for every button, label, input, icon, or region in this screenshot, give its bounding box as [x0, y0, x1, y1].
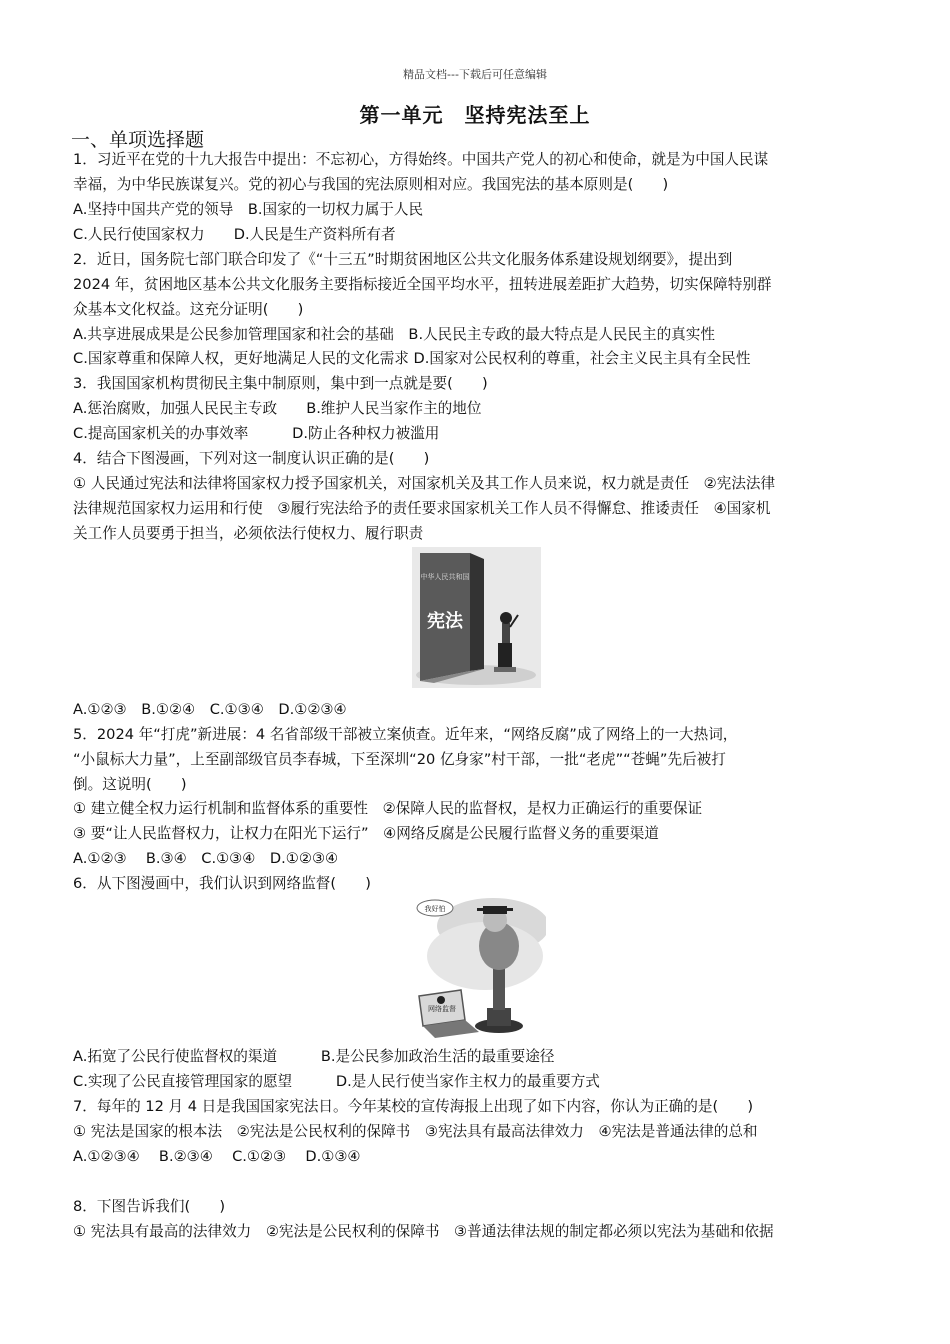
text-line: 1．习近平在党的十九大报告中提出：不忘初心，方得始终。中国共产党人的初心和使命，就是为中国人民谋 [73, 151, 769, 168]
text-line: 4．结合下图漫画，下列对这一制度认识正确的是( ) [73, 450, 430, 467]
text-line: ① 宪法是国家的根本法 ②宪法是公民权利的保障书 ③宪法具有最高法律效力 ④宪法是普通法律的总和 [73, 1123, 758, 1140]
text-line: A.拓宽了公民行使监督权的渠道 B.是公民参加政治生活的最重要途径 [73, 1048, 555, 1065]
text-line: 6．从下图漫画中，我们认识到网络监督( ) [73, 875, 371, 892]
text-line: C.国家尊重和保障人权，更好地满足人民的文化需求 D.国家对公民权利的尊重，社会主义民主具有全民性 [73, 350, 751, 367]
text-line: A.①②③④ B.②③④ C.①②③ D.①③④ [73, 1148, 361, 1165]
text-line: A.坚持中国共产党的领导 B.国家的一切权力属于人民 [73, 201, 424, 218]
text-line: ① 宪法具有最高的法律效力 ②宪法是公民权利的保障书 ③普通法律法规的制定都必须以宪法为基础和依据 [73, 1223, 774, 1240]
text-line: C.提高国家机关的办事效率 D.防止各种权力被滥用 [73, 425, 440, 442]
page-title: 第一单元 坚持宪法至上 [359, 103, 591, 127]
text-line: A.惩治腐败，加强人民民主专政 B.维护人民当家作主的地位 [73, 400, 482, 417]
text-line: 幸福，为中华民族谋复兴。党的初心与我国的宪法原则相对应。我国宪法的基本原则是( ) [73, 176, 669, 193]
book-title-text: 宪法 [427, 611, 463, 632]
text-line: A.①②③ B.①②④ C.①③④ D.①②③④ [73, 701, 347, 718]
text-line: 法律规范国家权力运用和行使 ③履行宪法给予的责任要求国家机关工作人员不得懈怠、推诿责任 ④国家机 [73, 500, 771, 517]
text-line: 倒。这说明( ) [73, 776, 187, 793]
text-line: 5．2024 年“打虎”新进展：4 名省部级干部被立案侦查。近年来，“网络反腐”成了网络上的一大热词， [73, 726, 738, 743]
text-line: 众基本文化权益。这充分证明( ) [73, 301, 304, 318]
text-line: 3．我国国家机构贯彻民主集中制原则，集中到一点就是要( ) [73, 375, 488, 392]
text-line: 2024 年，贫困地区基本公共文化服务主要指标接近全国平均水平，扭转进展差距扩大趋势，切实保障特别群 [73, 276, 772, 293]
text-line: A.①②③ B.③④ C.①③④ D.①②③④ [73, 850, 339, 867]
text-line: 关工作人员要勇于担当，必须依法行使权力、履行职责 [73, 525, 424, 542]
text-line: ① 人民通过宪法和法律将国家权力授予国家机关，对国家机关及其工作人员来说，权力就是责任 ②宪法法律 [73, 475, 776, 492]
internet-supervision-cartoon [405, 896, 546, 1039]
book-spine-text: 中华人民共和国 [420, 573, 470, 581]
section-heading: 一、单项选择题 [71, 129, 205, 151]
text-line: 8．下图告诉我们( ) [73, 1198, 226, 1215]
text-line: 7．每年的 12 月 4 日是我国国家宪法日。今年某校的宣传海报上出现了如下内容，你认为正确的是( ) [73, 1098, 754, 1115]
text-line: ① 建立健全权力运行机制和监督体系的重要性 ②保障人民的监督权，是权力正确运行的重要保证 [73, 800, 703, 817]
text-line: 2．近日，国务院七部门联合印发了《“十三五”时期贫困地区公共文化服务体系建设规划纲要》，提出到 [73, 251, 733, 268]
header-note: 精品文档---下载后可任意编辑 [403, 68, 547, 81]
text-line: C.实现了公民直接管理国家的愿望 D.是人民行使当家作主权力的最重要方式 [73, 1073, 600, 1090]
text-line: “小鼠标大力量”，上至副部级官员李春城，下至深圳“20 亿身家”村干部，一批“老虎”“苍蝇”先后被打 [73, 751, 726, 768]
speech-bubble-text: 我好怕 [424, 905, 446, 913]
constitution-cartoon [412, 547, 541, 688]
screen-text: 网络监督 [428, 1005, 456, 1013]
text-line: C.人民行使国家权力 D.人民是生产资料所有者 [73, 226, 396, 243]
text-line: A.共享进展成果是公民参加管理国家和社会的基础 B.人民民主专政的最大特点是人民民主的真实性 [73, 326, 715, 343]
text-line: ③ 要“让人民监督权力，让权力在阳光下运行” ④网络反腐是公民履行监督义务的重要渠道 [73, 825, 659, 842]
